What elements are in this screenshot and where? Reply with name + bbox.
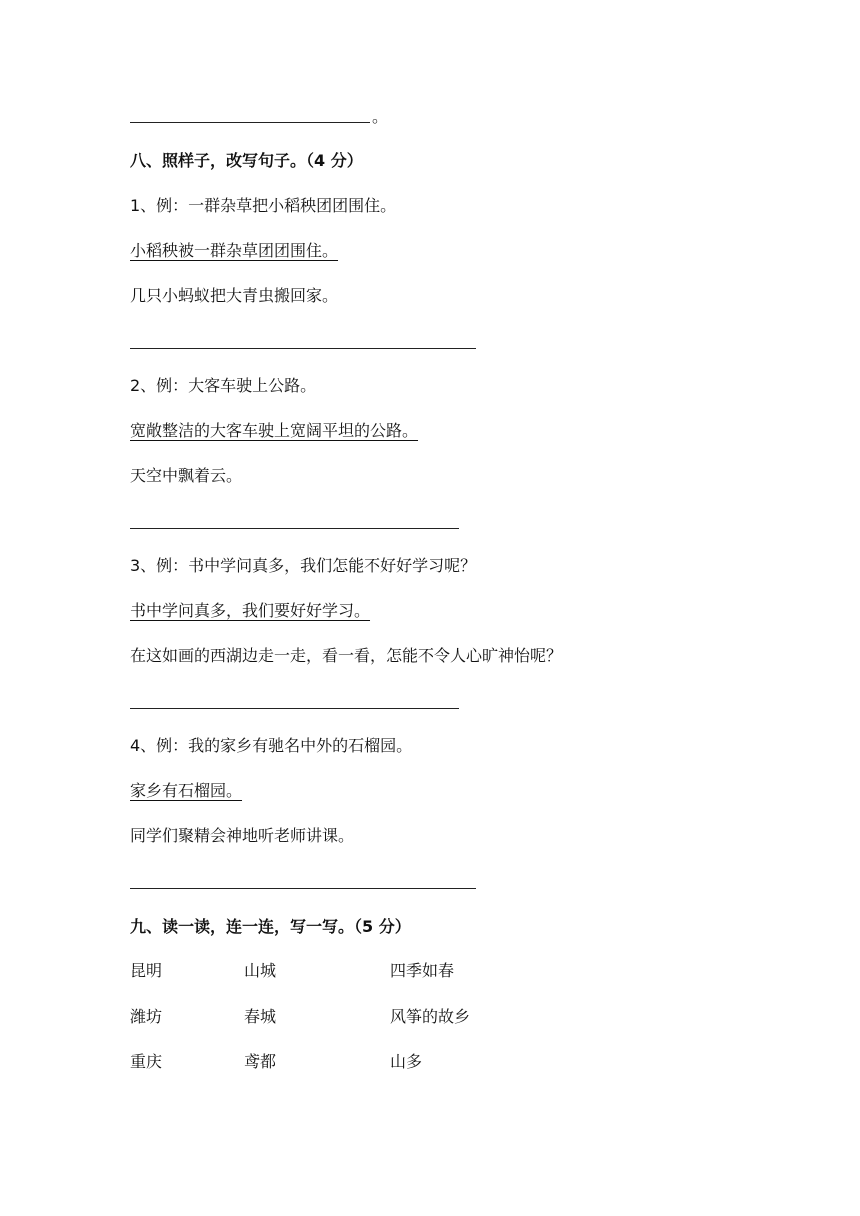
- item-3-example: 3、例：书中学问真多，我们怎能不好好学习呢？: [130, 556, 477, 575]
- item-3-question: 在这如画的西湖边走一走，看一看，怎能不令人心旷神怡呢？: [130, 646, 563, 665]
- answer-line-top[interactable]: [130, 122, 370, 123]
- item-4-example: 4、例：我的家乡有驰名中外的石榴园。: [130, 736, 413, 755]
- feature-label[interactable]: 风筝的故乡: [390, 1007, 471, 1026]
- item-1-example: 1、例：一群杂草把小稻秧团团围住。: [130, 196, 397, 215]
- item-4-answer-line[interactable]: [130, 888, 476, 889]
- item-4-model-answer: 家乡有石榴园。: [130, 781, 243, 800]
- item-3-model-answer: 书中学问真多，我们要好好学习。: [130, 601, 371, 620]
- feature-label[interactable]: 四季如春: [390, 961, 455, 980]
- section-8-heading: 八、照样子，改写句子。（4 分）: [130, 151, 363, 170]
- answer-line-period: 。: [372, 107, 389, 126]
- nickname-label[interactable]: 春城: [244, 1007, 277, 1026]
- item-2-answer-line[interactable]: [130, 528, 459, 529]
- item-1-model-answer: 小稻秧被一群杂草团团围住。: [130, 241, 339, 260]
- item-1-question: 几只小蚂蚁把大青虫搬回家。: [130, 286, 339, 305]
- city-label[interactable]: 重庆: [130, 1052, 163, 1071]
- item-2-model-answer: 宽敞整洁的大客车驶上宽阔平坦的公路。: [130, 421, 419, 440]
- section-9-heading: 九、读一读，连一连，写一写。（5 分）: [130, 917, 411, 936]
- item-4-question: 同学们聚精会神地听老师讲课。: [130, 826, 355, 845]
- nickname-label[interactable]: 山城: [244, 961, 277, 980]
- item-1-answer-line[interactable]: [130, 348, 476, 349]
- nickname-label[interactable]: 鸢都: [244, 1052, 277, 1071]
- feature-label[interactable]: 山多: [390, 1052, 423, 1071]
- item-2-question: 天空中飘着云。: [130, 466, 243, 485]
- item-3-answer-line[interactable]: [130, 708, 459, 709]
- city-label[interactable]: 昆明: [130, 961, 163, 980]
- city-label[interactable]: 潍坊: [130, 1007, 163, 1026]
- item-2-example: 2、例：大客车驶上公路。: [130, 376, 317, 395]
